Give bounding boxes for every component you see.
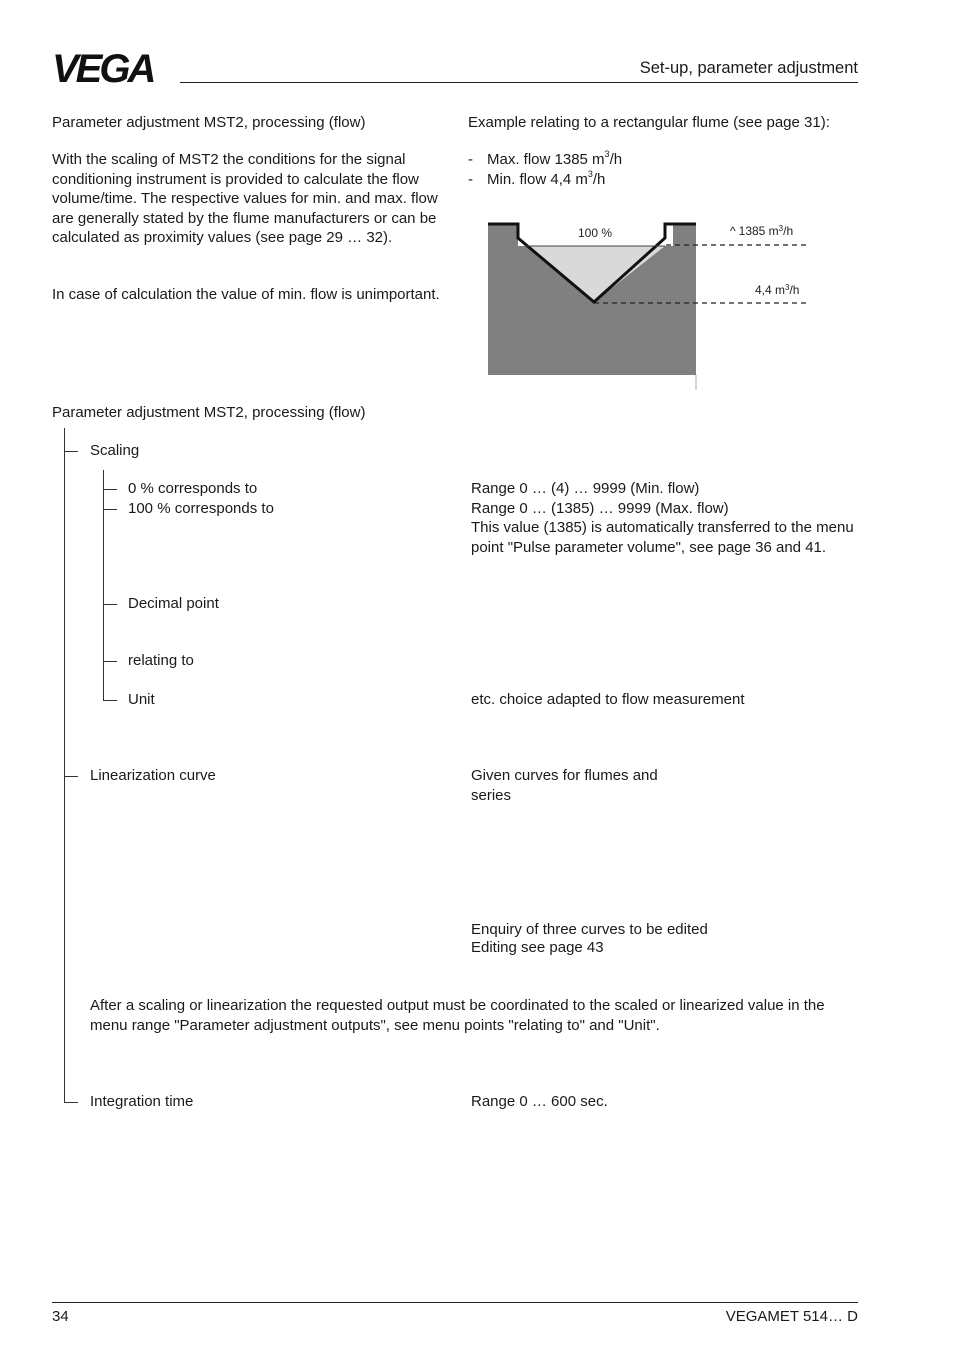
svg-text:VEGA: VEGA: [52, 50, 154, 86]
tree-branch: [103, 489, 117, 490]
menu-item-relating-to: relating to: [128, 652, 194, 669]
menu-item-unit: Unit: [128, 691, 155, 708]
product-name: VEGAMET 514… D: [725, 1308, 858, 1325]
tree-branch: [103, 509, 117, 510]
max-flow-text: Max. flow 1385 m: [487, 151, 605, 168]
section-title: Set-up, parameter adjustment: [639, 59, 858, 77]
corresponds-symbol: ^: [730, 224, 736, 238]
enquiry-line-2: Editing see page 43: [471, 939, 604, 956]
list-dash: -: [468, 151, 473, 168]
curves-note: Given curves for flumes and series: [471, 767, 658, 804]
page-number: 34: [52, 1308, 69, 1325]
tree-branch: [103, 700, 117, 701]
intro-paragraph-1: With the scaling of MST2 the conditions for the signal conditioning instrument is provided to calculate the flow volume/time. The respective values for min. and max. flow are generally stated by the flume manufacturers or can be calculated as proximity values (see page 29 … 32).: [52, 151, 438, 246]
range-min-text: Range 0 … (4) … 9999 (Min. flow): [471, 480, 700, 497]
menu-item-linearization: Linearization curve: [90, 767, 216, 784]
example-item-min: [468, 169, 606, 190]
tree-branch: [64, 451, 78, 452]
flume-diagram: [488, 218, 818, 393]
integration-range-text: Range 0 … 600 sec.: [471, 1093, 608, 1110]
unit-text: /h: [609, 151, 623, 168]
example-heading: Example relating to a rectangular flume (see page 31):: [468, 114, 830, 131]
tree-branch: [103, 604, 117, 605]
example-item-max: [468, 149, 623, 170]
enquiry-line-1: Enquiry of three curves to be edited: [471, 921, 708, 938]
menu-item-scaling: Scaling: [90, 442, 140, 459]
vega-logo: [52, 50, 172, 86]
label-100-percent: 100 %: [578, 226, 613, 240]
menu-item-decimal-point: Decimal point: [128, 595, 219, 612]
list-dash: -: [468, 171, 473, 188]
coordination-note: After a scaling or linearization the requested output must be coordinated to the scaled or linearized value in the menu range "Parameter adjustment outputs", see menu points "relating to" and "Unit".: [90, 997, 825, 1034]
tree-line-scaling: [103, 470, 104, 700]
range-max-text: Range 0 … (1385) … 9999 (Max. flow): [471, 500, 729, 517]
tree-line-main: [64, 428, 65, 1102]
superscript: 3: [587, 169, 593, 179]
intro-heading: Parameter adjustment MST2, processing (flow): [52, 114, 366, 131]
unit-note: etc. choice adapted to flow measurement: [471, 691, 745, 708]
label-max-flow: ^ 1385 $m^3/h$: [730, 224, 794, 238]
superscript: 3: [604, 149, 610, 159]
intro-paragraph-2: In case of calculation the value of min. flow is unimportant.: [52, 286, 440, 303]
unit-text: /h: [592, 171, 606, 188]
tree-branch: [64, 1102, 78, 1103]
menu-item-hundred-percent: 100 % corresponds to: [128, 500, 274, 517]
tree-branch: [103, 661, 117, 662]
menu-heading: Parameter adjustment MST2, processing (flow): [52, 404, 366, 421]
menu-item-zero-percent: 0 % corresponds to: [128, 480, 258, 497]
min-flow-text: Min. flow 4,4 m: [487, 171, 588, 188]
label-min-flow: 4,4 $m^3/h$: [755, 283, 800, 297]
footer-rule: [52, 1302, 858, 1303]
header-rule: [180, 82, 858, 83]
transfer-note: This value (1385) is automatically transferred to the menu point "Pulse parameter volume", see page 36 and 41.: [471, 519, 854, 556]
menu-item-integration-time: Integration time: [90, 1093, 194, 1110]
tree-branch: [64, 776, 78, 777]
